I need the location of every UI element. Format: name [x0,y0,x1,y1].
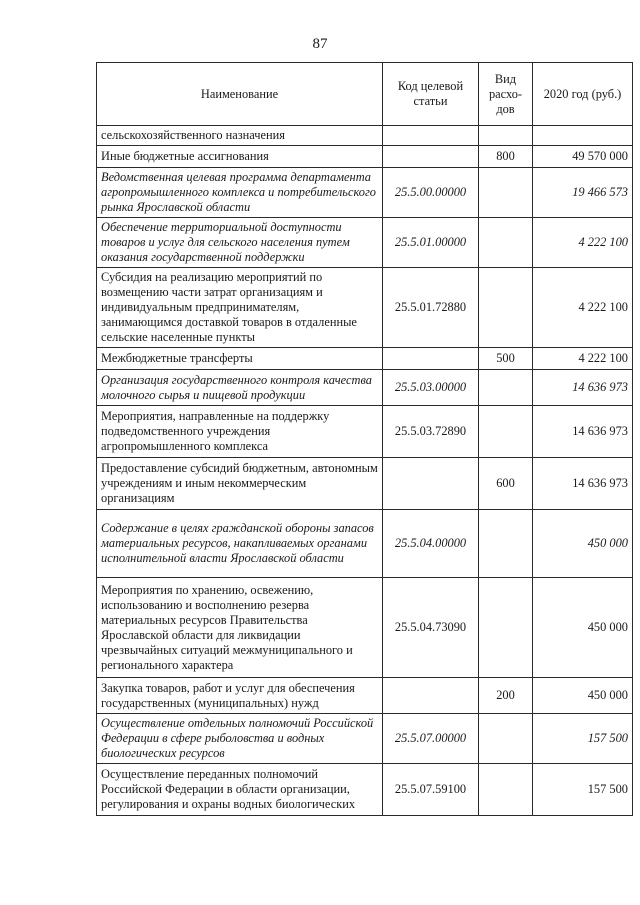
row-code-cell [383,348,479,370]
row-name-cell: Мероприятия, направленные на поддержку подведомственного учреждения агропромышленного комплекса [97,406,383,458]
row-code-cell: 25.5.07.59100 [383,764,479,816]
row-name-cell: Межбюджетные трансферты [97,348,383,370]
row-code-cell [383,458,479,510]
row-code-cell [383,678,479,714]
row-type-cell [479,268,533,348]
row-type-cell [479,764,533,816]
header-type: Вид расхо-дов [479,63,533,126]
row-name-cell: Ведомственная целевая программа департамента агропромышленного комплекса и потребительского рынка Ярославской области [97,168,383,218]
row-type-cell [479,218,533,268]
row-type-cell: 800 [479,146,533,168]
row-type-cell [479,126,533,146]
table-row [97,714,633,764]
table-row [97,510,633,578]
row-type-cell [479,578,533,678]
row-type-cell [479,406,533,458]
row-name-cell: Иные бюджетные ассигнования [97,146,383,168]
table-row [97,764,633,816]
header-amount: 2020 год (руб.) [533,63,633,126]
row-code-cell [383,126,479,146]
row-amount-cell: 450 000 [533,510,633,578]
table-row [97,406,633,458]
row-code-cell: 25.5.03.00000 [383,370,479,406]
row-name-cell: Организация государственного контроля качества молочного сырья и пищевой продукции [97,370,383,406]
row-type-cell [479,510,533,578]
row-amount-cell: 157 500 [533,764,633,816]
row-amount-cell: 19 466 573 [533,168,633,218]
row-code-cell: 25.5.03.72890 [383,406,479,458]
row-amount-cell: 450 000 [533,578,633,678]
row-amount-cell: 4 222 100 [533,348,633,370]
header-code: Код целевой статьи [383,63,479,126]
row-code-cell: 25.5.04.73090 [383,578,479,678]
table-row [97,578,633,678]
table-body [97,126,633,816]
table-row [97,458,633,510]
row-type-cell: 500 [479,348,533,370]
row-amount-cell: 14 636 973 [533,458,633,510]
row-name-cell: Закупка товаров, работ и услуг для обеспечения государственных (муниципальных) нужд [97,678,383,714]
row-amount-cell [533,126,633,146]
row-type-cell: 200 [479,678,533,714]
table-row [97,146,633,168]
table-row [97,168,633,218]
table-row [97,268,633,348]
row-code-cell: 25.5.00.00000 [383,168,479,218]
table-header-row [97,63,633,126]
row-amount-cell: 450 000 [533,678,633,714]
row-name-cell: Осуществление переданных полномочий Российской Федерации в области организации, регулирования и охраны водных биологических [97,764,383,816]
row-code-cell: 25.5.01.72880 [383,268,479,348]
page-number: 87 [312,36,328,52]
row-code-cell: 25.5.07.00000 [383,714,479,764]
row-amount-cell: 14 636 973 [533,406,633,458]
row-amount-cell: 14 636 973 [533,370,633,406]
row-type-cell [479,168,533,218]
row-amount-cell: 49 570 000 [533,146,633,168]
header-name: Наименование [97,63,383,126]
row-code-cell [383,146,479,168]
row-name-cell: Обеспечение территориальной доступности товаров и услуг для сельского населения путем оказания государственной поддержки [97,218,383,268]
table-row [97,348,633,370]
table-row [97,218,633,268]
row-name-cell: Предоставление субсидий бюджетным, автономным учреждениям и иным некоммерческим организациям [97,458,383,510]
row-name-cell: Субсидия на реализацию мероприятий по возмещению части затрат организациям и индивидуальным предпринимателям, занимающимся доставкой товаров в отдаленные сельские населенные пункты [97,268,383,348]
row-name-cell: Осуществление отдельных полномочий Российской Федерации в сфере рыболовства и водных биологических ресурсов [97,714,383,764]
row-type-cell [479,714,533,764]
row-code-cell: 25.5.04.00000 [383,510,479,578]
table-row [97,126,633,146]
row-name-cell: сельскохозяйственного назначения [97,126,383,146]
row-name-cell: Содержание в целях гражданской обороны запасов материальных ресурсов, накапливаемых органами исполнительной власти Ярославской области [97,510,383,578]
row-amount-cell: 157 500 [533,714,633,764]
row-name-cell: Мероприятия по хранению, освежению, использованию и восполнению резерва материальных ресурсов Правительства Ярославской области для ликвидации чрезвычайных ситуаций межмуниципального и регионального характера [97,578,383,678]
table-row [97,370,633,406]
row-type-cell [479,370,533,406]
table-row [97,678,633,714]
budget-table [96,62,633,816]
row-type-cell: 600 [479,458,533,510]
row-amount-cell: 4 222 100 [533,218,633,268]
row-amount-cell: 4 222 100 [533,268,633,348]
row-code-cell: 25.5.01.00000 [383,218,479,268]
